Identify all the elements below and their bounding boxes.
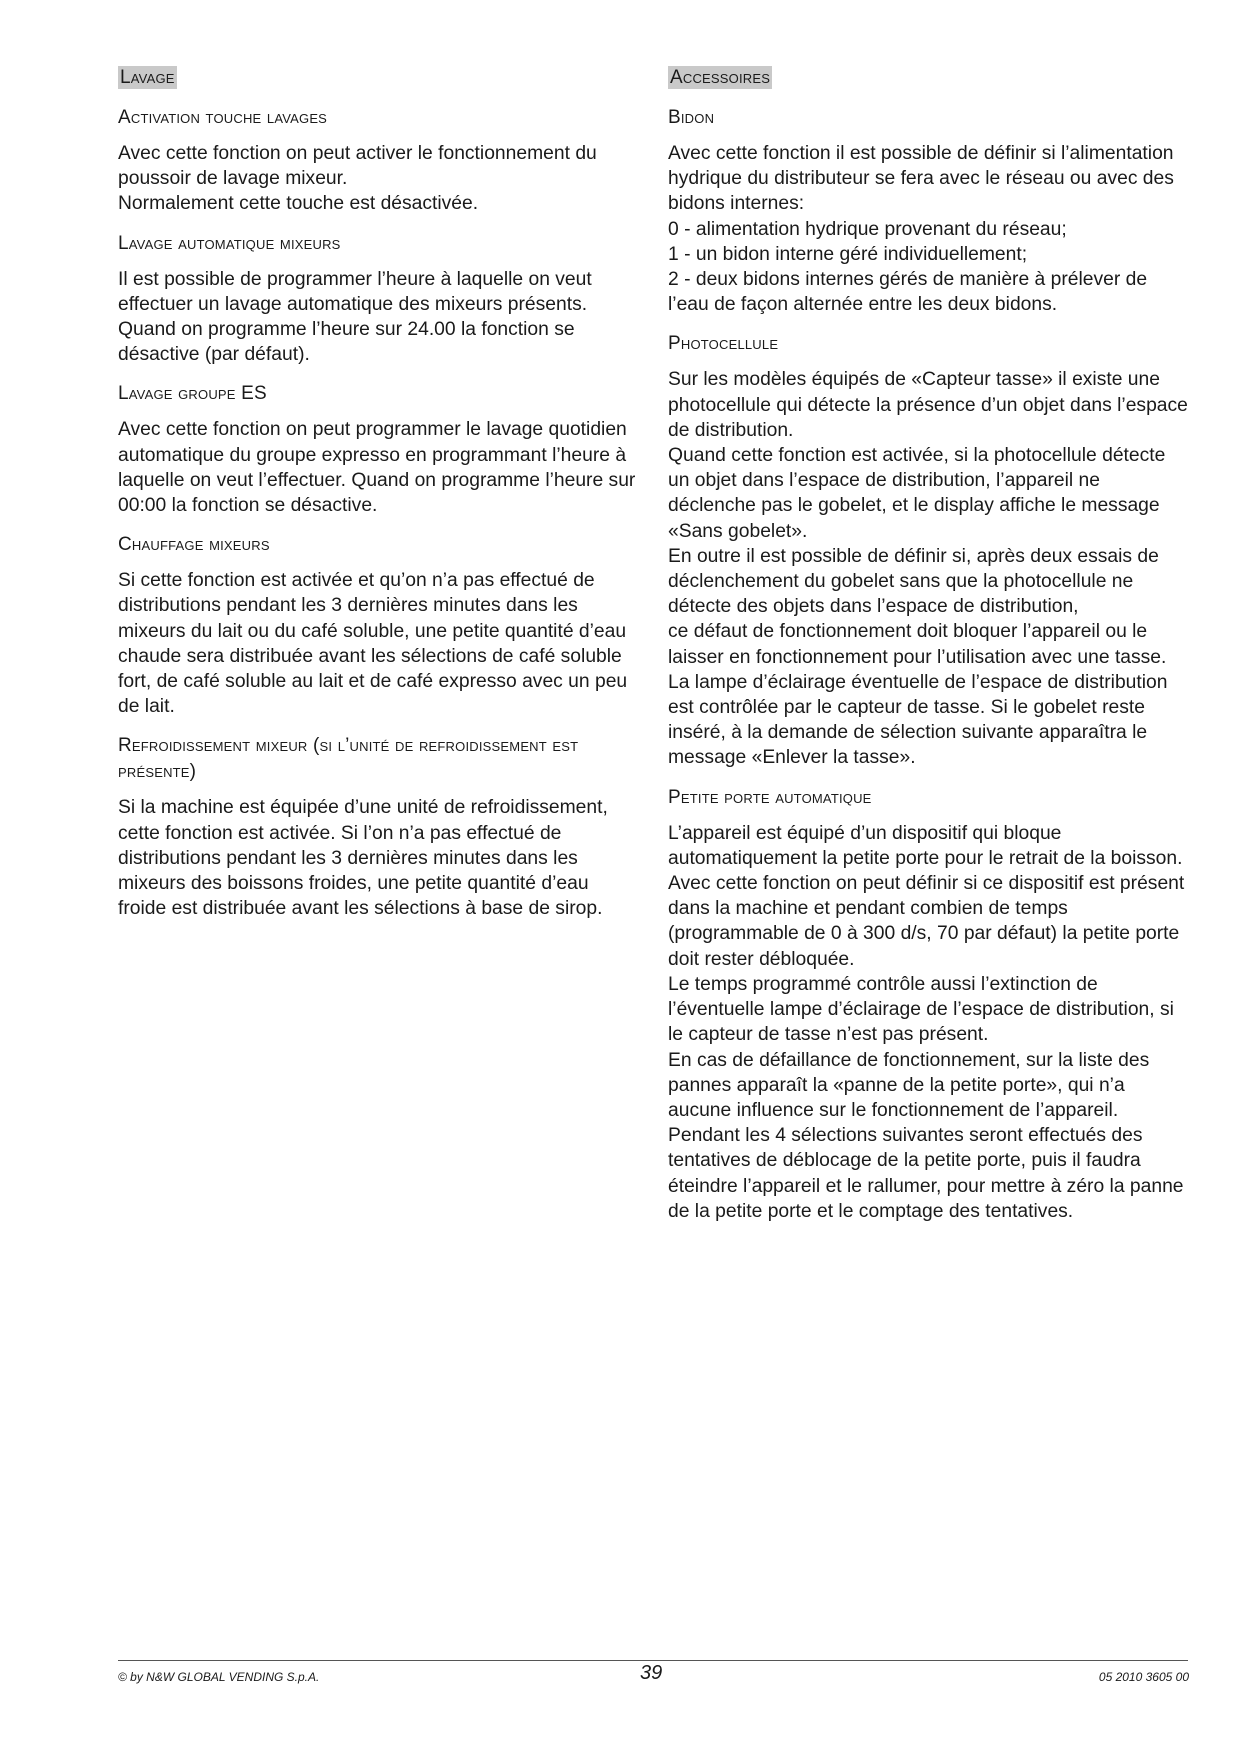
list-item: 1 - un bidon interne géré individuellement; xyxy=(668,243,1028,265)
subsection-title: Chauffage mixeurs xyxy=(118,534,270,556)
subsection-petite-porte xyxy=(668,785,1188,1224)
footer-divider xyxy=(118,1660,1188,1661)
subsection-title: Bidon xyxy=(668,107,715,128)
paragraph: Si cette fonction est activée et qu’on n’a pas effectué de distributions pendant les 3 dernières minutes dans les mixeurs du lait ou du café soluble, une petite quantité d’eau chaude sera distribuée avant les sélections de café soluble fort, de café soluble au lait et de café expresso avec un peu de lait. xyxy=(118,570,628,718)
paragraph: ce défaut de fonctionnement doit bloquer l’appareil ou le laisser en fonctionnement pour l’utilisation avec une tasse. xyxy=(668,621,1167,668)
subsection-refroidissement xyxy=(118,733,638,921)
subsection-lavage-groupe xyxy=(118,381,638,518)
paragraph: Avec cette fonction il est possible de définir si l’alimentation hydrique du distributeur se fera avec le réseau ou avec des bidons internes: xyxy=(668,143,1174,215)
subsection-chauffage xyxy=(118,532,638,719)
subsection-title: Lavage automatique mixeurs xyxy=(118,232,341,254)
subsection-photocellule xyxy=(668,331,1188,770)
paragraph: Avec cette fonction on peut activer le fonctionnement du poussoir de lavage mixeur. xyxy=(118,143,597,190)
paragraph: Normalement cette touche est désactivée. xyxy=(118,193,479,215)
page-number: 39 xyxy=(640,1662,663,1684)
paragraph: La lampe d’éclairage éventuelle de l’espace de distribution est contrôlée par le capteur de tasse. Si le gobelet reste inséré, à la demande de sélection suivante apparaîtra le message «Enlever la tasse». xyxy=(668,671,1168,769)
paragraph: Avec cette fonction on peut définir si ce dispositif est présent dans la machine et pendant combien de temps (programmable de 0 à 300 d/s, 70 par défaut) la petite porte doit rester débloquée. xyxy=(668,873,1185,970)
subsection-title: Lavage groupe ES xyxy=(118,383,267,405)
paragraph: Si la machine est équipée d’une unité de refroidissement, cette fonction est activée. Si l’on n’a pas effectué de distributions pendant les 3 dernières minutes dans les mixeurs des boissons froides, une petite quantité d’eau froide est distribuée avant les sélections à base de sirop. xyxy=(118,797,608,920)
footer-copyright: © by N&W GLOBAL VENDING S.p.A. xyxy=(118,1670,320,1684)
left-column xyxy=(118,66,638,921)
section-title-lavage: Lavage xyxy=(120,67,175,88)
paragraph: Quand cette fonction est activée, si la photocellule détecte un objet dans l’espace de distribution, l’appareil ne déclenche pas le gobelet, et le display affiche le message «Sans gobelet». xyxy=(668,445,1166,542)
subsection-lavage-automatique xyxy=(118,231,638,368)
paragraph: L’appareil est équipé d’un dispositif qui bloque automatiquement la petite porte pour le retrait de la boisson. xyxy=(668,822,1183,869)
list-item: 0 - alimentation hydrique provenant du réseau; xyxy=(668,218,1067,240)
document-code: 05 2010 3605 00 xyxy=(1098,1670,1189,1684)
paragraph: Quand on programme l’heure sur 24.00 la fonction se désactive (par défaut). xyxy=(118,319,575,366)
subsection-activation-touche xyxy=(118,105,638,217)
subsection-bidon xyxy=(668,105,1188,317)
paragraph: Avec cette fonction on peut programmer le lavage quotidien automatique du groupe expresso en programmant l’heure à laquelle on veut l’effectuer. Quand on programme l’heure sur 00:00 la fonction se désactive. xyxy=(118,419,636,517)
paragraph: En cas de défaillance de fonctionnement, sur la liste des pannes apparaît la «panne de la petite porte», qui n’a aucune influence sur le fonctionnement de l’appareil. xyxy=(668,1049,1150,1121)
section-title-accessoires: Accessoires xyxy=(670,67,771,88)
subsection-title: Refroidissement mixeur (si l’unité de refroidissement est présente) xyxy=(118,735,579,783)
subsection-title: Petite porte automatique xyxy=(668,786,872,808)
paragraph: Sur les modèles équipés de «Capteur tasse» il existe une photocellule qui détecte la présence d’un objet dans l’espace de distribution. xyxy=(668,369,1188,441)
right-column xyxy=(668,66,1188,1224)
paragraph: Il est possible de programmer l’heure à laquelle on veut effectuer un lavage automatique des mixeurs présents. xyxy=(118,268,592,315)
subsection-title: Photocellule xyxy=(668,333,779,355)
paragraph: En outre il est possible de définir si, après deux essais de déclenchement du gobelet sans que la photocellule ne détecte des objets dans l’espace de distribution, xyxy=(668,545,1159,618)
list-item: 2 - deux bidons internes gérés de manière à prélever de l’eau de façon alternée entre les deux bidons. xyxy=(668,269,1148,316)
paragraph: Le temps programmé contrôle aussi l’extinction de l’éventuelle lampe d’éclairage de l’espace de distribution, si le capteur de tasse n’est pas présent. xyxy=(668,973,1174,1046)
paragraph: Pendant les 4 sélections suivantes seront effectués des tentatives de déblocage de la petite porte, puis il faudra éteindre l’appareil et le rallumer, pour mettre à zéro la panne de la petite porte et le comptage des tentatives. xyxy=(668,1125,1184,1222)
subsection-title: Activation touche lavages xyxy=(118,107,328,128)
